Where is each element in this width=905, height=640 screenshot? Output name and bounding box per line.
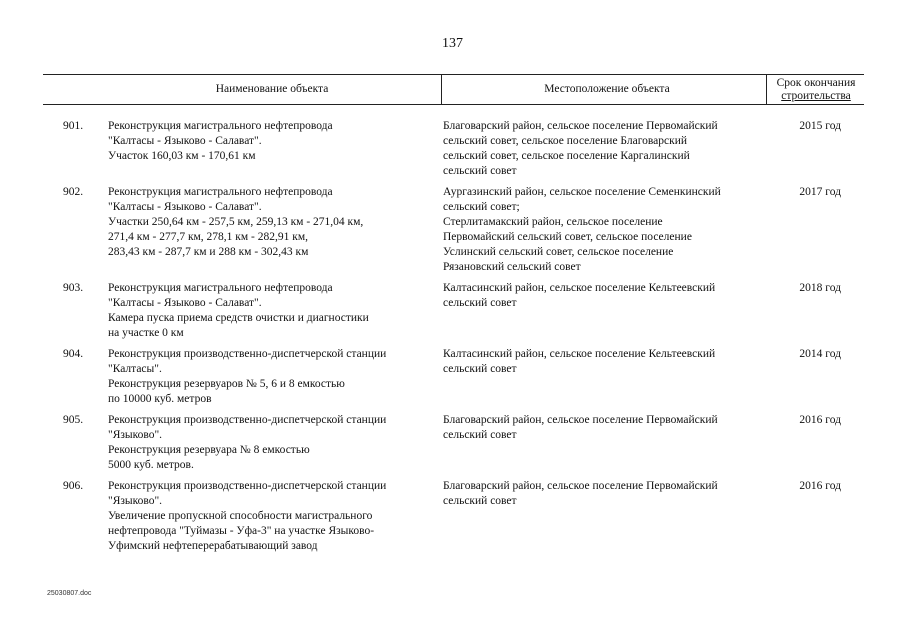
header-name: Наименование объекта [215,83,329,95]
object-location-line: сельский совет [443,363,517,375]
object-name-line: Реконструкция производственно-диспетчерской станции [108,414,387,426]
file-name: 25030807.doc [47,590,92,597]
object-location-line: Благоварский район, сельское поселение Первомайский [443,414,718,426]
table-row [0,479,905,560]
completion-year: 2016 год [799,480,841,492]
table-header [43,74,864,105]
row-number: 905. [63,414,84,426]
object-name-line: Камера пуска приема средств очистки и диагностики [108,312,369,324]
object-name-line: Реконструкция магистрального нефтепровода [108,282,333,294]
object-name [108,281,438,341]
object-name-line: Увеличение пропускной способности магистрального [108,510,373,522]
object-location-line: Калтасинский район, сельское поселение Кельтеевский [443,348,716,360]
object-location-line: Стерлитамакский район, сельское поселение [443,216,663,228]
object-name-line: Участки 250,64 км - 257,5 км, 259,13 км - 271,04 км, [108,216,364,228]
object-name-line: Реконструкция производственно-диспетчерской станции [108,480,387,492]
object-location-line: Благоварский район, сельское поселение Первомайский [443,480,718,492]
object-name-line: Уфимский нефтеперерабатывающий завод [108,540,318,552]
object-name-line: "Языково". [108,429,163,441]
header-location: Местоположение объекта [441,75,772,104]
object-location-line: Рязановский сельский совет [443,261,581,273]
completion-year: 2015 год [799,120,841,132]
header-deadline-line2: строительства [781,89,851,102]
object-location [443,281,763,311]
object-location [443,479,763,509]
object-location [443,347,763,377]
row-number: 901. [63,120,84,132]
object-name-line: Реконструкция магистрального нефтепровода [108,186,333,198]
completion-year: 2016 год [799,414,841,426]
object-location-line: сельский совет [443,495,517,507]
header-deadline-line1: Срок окончания [776,76,856,89]
object-location [443,119,763,179]
object-name [108,413,438,473]
object-name [108,479,438,554]
object-name [108,119,438,164]
table-row [0,413,905,479]
object-location-line: сельский совет, сельское поселение Каргалинский [443,150,690,162]
object-name [108,347,438,407]
object-name-line: "Языково". [108,495,163,507]
page-number: 137 [442,36,463,51]
object-location-line: сельский совет, сельское поселение Благоварский [443,135,688,147]
table-row [0,281,905,347]
row-number: 902. [63,186,84,198]
row-number: 904. [63,348,84,360]
header-deadline [766,75,865,104]
object-name-line: по 10000 куб. метров [108,393,212,405]
object-name-line: "Калтасы". [108,363,162,375]
object-location-line: Услинский сельский совет, сельское поселение [443,246,674,258]
object-location-line: Первомайский сельский совет, сельское поселение [443,231,692,243]
object-name-line: Реконструкция магистрального нефтепровода [108,120,333,132]
object-location [443,185,763,275]
table-row [0,119,905,185]
object-name-line: 271,4 км - 277,7 км, 278,1 км - 282,91 км, [108,231,308,243]
object-location-line: сельский совет [443,165,517,177]
object-name-line: на участке 0 км [108,327,184,339]
object-location-line: Калтасинский район, сельское поселение Кельтеевский [443,282,716,294]
object-name-line: 283,43 км - 287,7 км и 288 км - 302,43 км [108,246,309,258]
table-body [0,119,905,560]
object-name-line: Реконструкция резервуара № 8 емкостью [108,444,310,456]
row-number: 906. [63,480,84,492]
completion-year: 2018 год [799,282,841,294]
object-location-line: Благоварский район, сельское поселение Первомайский [443,120,718,132]
object-name [108,185,438,260]
object-location-line: сельский совет [443,297,517,309]
row-number: 903. [63,282,84,294]
object-location-line: сельский совет [443,429,517,441]
table-row [0,185,905,281]
object-name-line: нефтепровода "Туймазы - Уфа-3" на участке Языково- [108,525,375,537]
object-name-line: Участок 160,03 км - 170,61 км [108,150,256,162]
object-name-line: "Калтасы - Языково - Салават". [108,201,262,213]
object-location-line: сельский совет; [443,201,520,213]
object-name-line: "Калтасы - Языково - Салават". [108,135,262,147]
completion-year: 2014 год [799,348,841,360]
table-row [0,347,905,413]
object-name-line: 5000 куб. метров. [108,459,194,471]
completion-year: 2017 год [799,186,841,198]
object-location [443,413,763,443]
object-name-line: Реконструкция резервуаров № 5, 6 и 8 емкостью [108,378,345,390]
object-name-line: "Калтасы - Языково - Салават". [108,297,262,309]
object-location-line: Аургазинский район, сельское поселение Семенкинский [443,186,721,198]
object-name-line: Реконструкция производственно-диспетчерской станции [108,348,387,360]
